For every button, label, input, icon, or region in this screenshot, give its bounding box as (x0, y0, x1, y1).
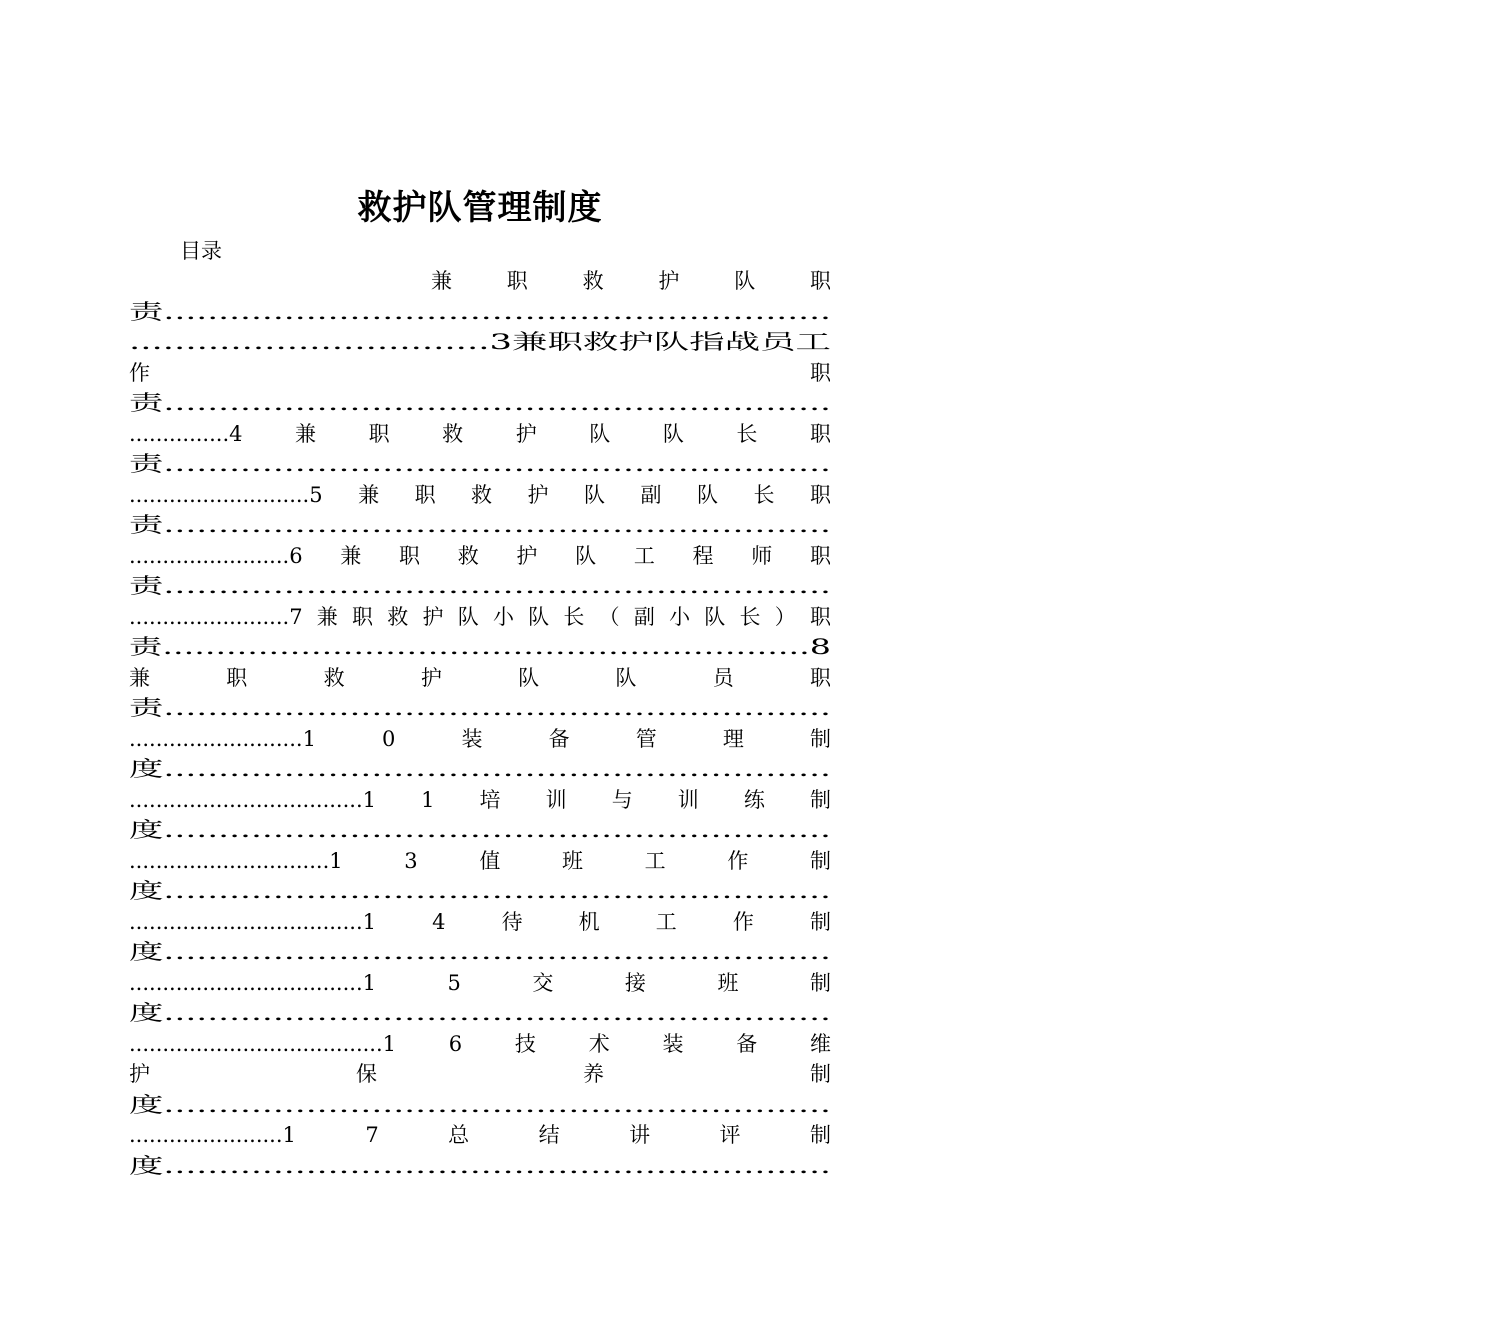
toc-line (129, 693, 831, 724)
toc-line-text: 度............................................................. (129, 1001, 831, 1025)
toc-line-text: 度............................................................. (129, 1153, 831, 1178)
toc-line-text: 度............................................................. (129, 757, 831, 781)
toc-line-text: 责............................................................. (129, 452, 831, 476)
toc-line-text: 责.............................................................8 (129, 635, 831, 659)
toc-line-text: ........................7兼职救护队小队长（副小队长）职 (129, 604, 846, 629)
toc-line-text: ...........................5兼职救护队副队长职 (129, 482, 867, 507)
toc-line-text: 度............................................................. (129, 879, 831, 903)
toc-line-text: 作职 (129, 360, 1491, 385)
toc-line (129, 266, 886, 297)
table-of-contents (129, 266, 1491, 1181)
toc-line-text: 兼职救护队队员职 (129, 665, 908, 690)
toc-line (129, 663, 908, 694)
toc-line (129, 815, 831, 846)
toc-line-text: .......................17总结讲评制 (129, 1123, 901, 1147)
toc-line-text: 度............................................................. (129, 1092, 831, 1117)
toc-line-text: ........................6兼职救护队工程师职 (129, 543, 869, 568)
toc-line (129, 632, 831, 663)
toc-line-text: 兼职救护队职 (431, 269, 886, 293)
toc-line (129, 1029, 884, 1060)
toc-line (129, 541, 869, 572)
toc-line (129, 388, 831, 419)
toc-line-text: 责............................................................. (129, 299, 831, 324)
toc-line (129, 968, 903, 999)
toc-line (129, 785, 877, 816)
toc-line (129, 724, 898, 755)
toc-line (129, 846, 893, 877)
toc-line (129, 1090, 831, 1121)
toc-line-text: ...................................14待机工作制 (129, 909, 888, 934)
toc-line (129, 1059, 1037, 1090)
toc-line-text: ...................................15交接班制 (129, 970, 903, 995)
toc-line (129, 998, 831, 1029)
toc-line (129, 327, 831, 358)
toc-line (129, 907, 888, 938)
toc-line-text: 度............................................................. (129, 818, 831, 842)
toc-line (129, 1120, 901, 1151)
toc-line-text: ...................................11培训与训练制 (129, 787, 877, 812)
toc-line (129, 480, 867, 511)
toc-line-text: ..........................10装备管理制 (129, 726, 898, 751)
toc-line (129, 510, 831, 541)
document-title: 救护队管理制度 (357, 188, 603, 228)
toc-line (129, 297, 831, 328)
toc-line (129, 937, 831, 968)
toc-line (129, 449, 831, 480)
toc-line (129, 876, 831, 907)
toc-line (129, 419, 884, 450)
toc-line (129, 571, 831, 602)
toc-line-text: 责............................................................. (129, 513, 831, 537)
toc-line (129, 754, 831, 785)
toc-line-text: ..............................13值班工作制 (129, 848, 893, 873)
toc-heading: 目录 (180, 239, 222, 263)
toc-line-text: 护保养制 (129, 1062, 1037, 1086)
toc-line-text: ...............4兼职救护队队长职 (129, 421, 884, 446)
toc-line-text: ................................3兼职救护队指战员工 (129, 330, 831, 354)
toc-line-text: 责............................................................. (129, 391, 831, 415)
toc-line-text: 责............................................................. (129, 696, 831, 720)
toc-line (129, 358, 1491, 389)
toc-line-text: ......................................16技术装备维 (129, 1031, 884, 1056)
toc-line (129, 602, 846, 633)
toc-line-text: 度............................................................. (129, 940, 831, 964)
toc-line-text: 责............................................................. (129, 574, 831, 598)
toc-line (129, 1151, 831, 1182)
